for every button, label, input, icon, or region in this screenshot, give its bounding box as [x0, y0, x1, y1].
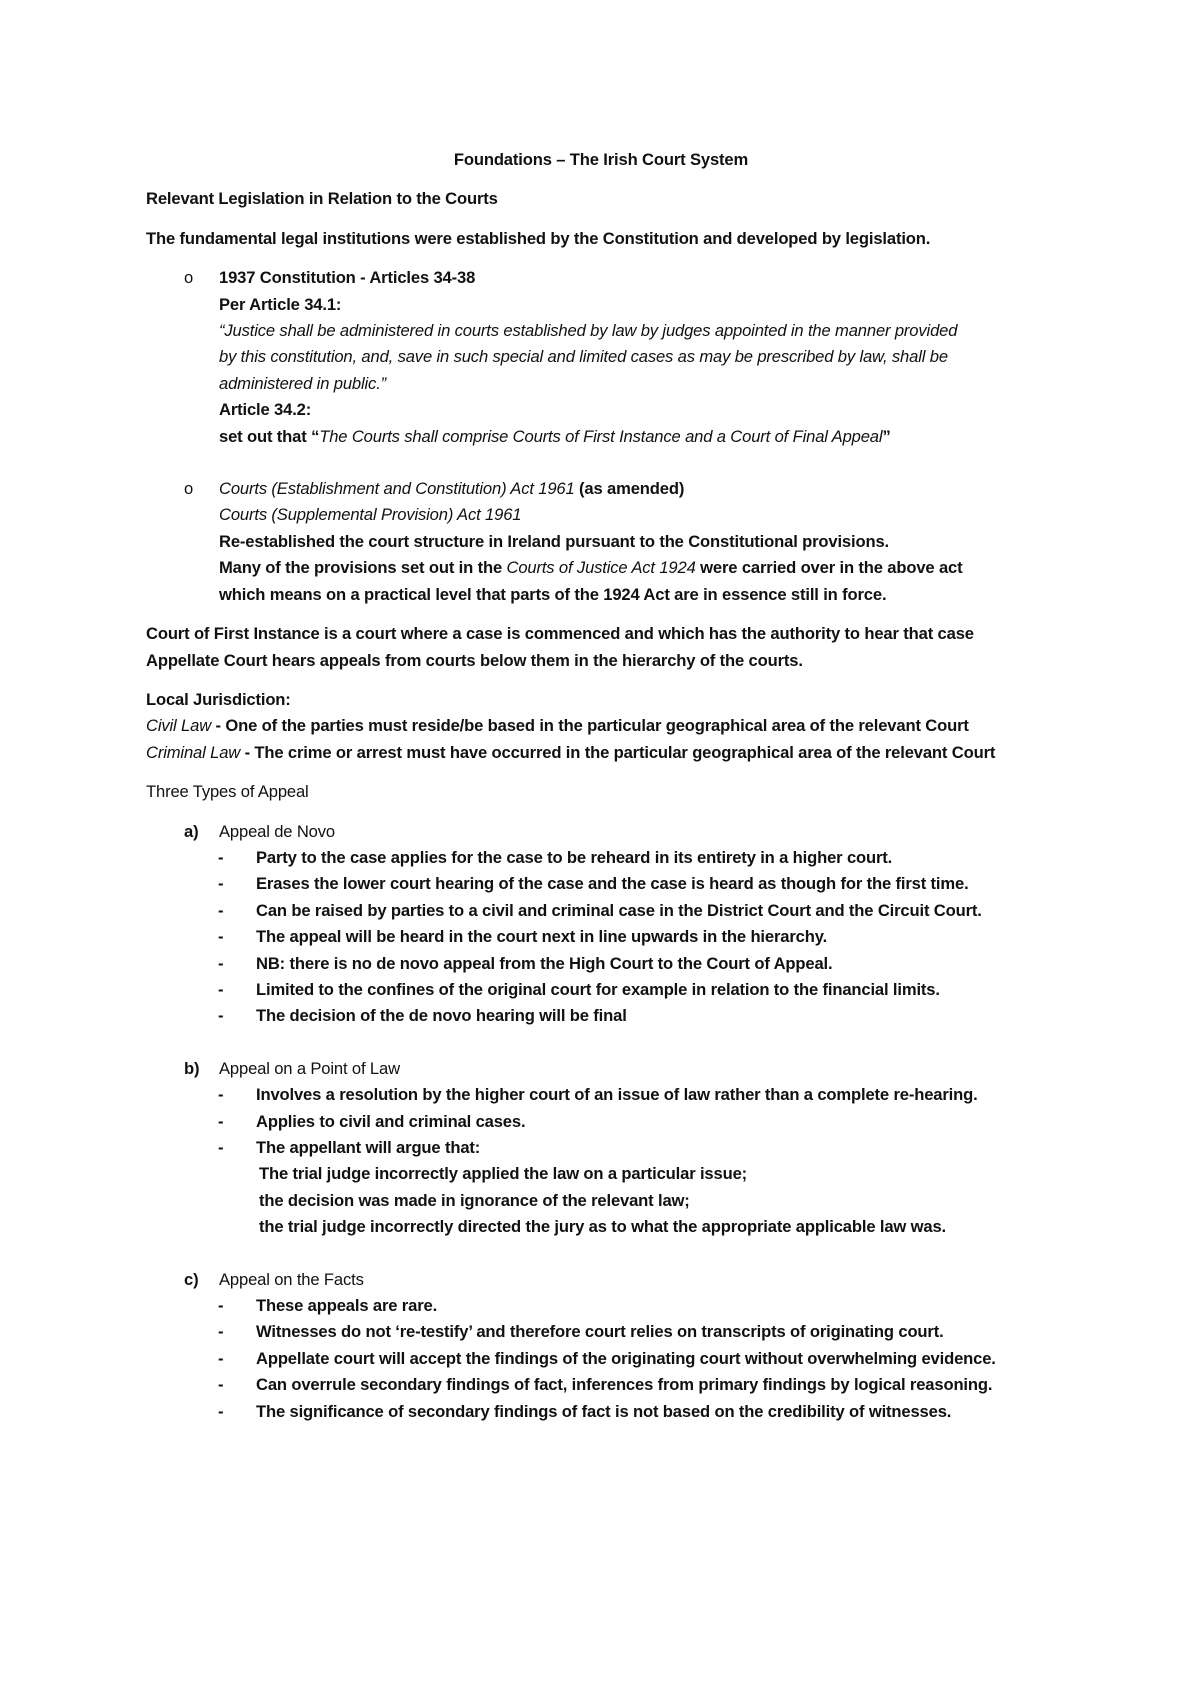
list-label: b)	[184, 1058, 200, 1078]
local-jurisdiction-heading: Local Jurisdiction:	[146, 689, 291, 709]
first-instance-definition: Court of First Instance is a court where a case is commenced and which has the authority to hear that case	[146, 624, 974, 644]
practical-level-line: which means on a practical level that parts of the 1924 Act are in essence still in force.	[219, 584, 887, 604]
list-item: - Limited to the confines of the original court for example in relation to the financial limits.	[218, 979, 940, 999]
list-label: a)	[184, 821, 199, 841]
list-item: - Applies to civil and criminal cases.	[218, 1111, 526, 1131]
document-title: Foundations – The Irish Court System	[453, 150, 749, 169]
article-34-2-text: set out that “The Courts shall comprise Courts of First Instance and a Court of Final Appeal”	[219, 426, 891, 446]
article-34-1-quote-line: “Justice shall be administered in courts established by law by judges appointed in the manner provided	[219, 321, 958, 341]
list-item: - Erases the lower court hearing of the case and the case is heard as though for the first time.	[218, 874, 969, 894]
intro-paragraph: The fundamental legal institutions were established by the Constitution and developed by legislation.	[146, 228, 931, 248]
appeal-on-facts-list	[146, 1293, 1080, 1425]
act-1961-line: Courts (Establishment and Constitution) Act 1961 (as amended)	[219, 479, 685, 499]
article-34-1-quote-line: administered in public.”	[219, 373, 387, 393]
appeal-de-novo-list	[146, 845, 1080, 1030]
list-item: - The appeal will be heard in the court next in line upwards in the hierarchy.	[218, 927, 828, 947]
list-item: - These appeals are rare.	[218, 1296, 438, 1316]
appeal-de-novo-title: Appeal de Novo	[219, 821, 335, 841]
list-item: - Can overrule secondary findings of fact, inferences from primary findings by logical reasoning.	[218, 1375, 993, 1395]
sub-list-item: The trial judge incorrectly applied the law on a particular issue;	[259, 1164, 748, 1184]
sub-list-item: the decision was made in ignorance of the relevant law;	[259, 1190, 690, 1210]
article-34-1-quote-line: by this constitution, and, save in such special and limited cases as may be prescribed by law, shall be	[219, 347, 948, 367]
appeal-point-of-law-section	[146, 1056, 1080, 1082]
article-34-1-label: Per Article 34.1:	[219, 294, 342, 314]
article-34-2-label: Article 34.2:	[219, 400, 312, 420]
bullet-courts-acts	[146, 476, 1080, 608]
provisions-line: Many of the provisions set out in the Courts of Justice Act 1924 were carried over in the above act	[219, 558, 963, 578]
list-item: - The appellant will argue that:	[218, 1138, 481, 1157]
appeal-on-facts-title: Appeal on the Facts	[219, 1269, 364, 1289]
constitution-articles: 1937 Constitution - Articles 34-38	[219, 268, 476, 288]
list-item: - NB: there is no de novo appeal from the High Court to the Court of Appeal.	[218, 953, 833, 973]
list-item: - Can be raised by parties to a civil and criminal case in the District Court and the Circuit Court.	[218, 900, 982, 920]
list-item: - Appellate court will accept the findings of the originating court without overwhelming evidence.	[218, 1348, 996, 1368]
re-established-line: Re-established the court structure in Ireland pursuant to the Constitutional provisions.	[219, 531, 889, 551]
bullet-marker: o	[184, 479, 194, 499]
bullet-marker: o	[184, 268, 194, 288]
appellate-definition: Appellate Court hears appeals from courts below them in the hierarchy of the courts.	[146, 650, 803, 670]
list-item: - The significance of secondary findings of fact is not based on the credibility of witnesses.	[218, 1401, 952, 1421]
supplemental-act-line: Courts (Supplemental Provision) Act 1961	[219, 505, 522, 525]
appeal-on-facts-section	[146, 1267, 1080, 1293]
bullet-constitution	[146, 265, 1080, 450]
list-item: - The decision of the de novo hearing will be final	[218, 1006, 627, 1026]
civil-law-line: Civil Law - One of the parties must reside/be based in the particular geographical area of the relevant Court	[146, 716, 969, 736]
criminal-law-line: Criminal Law - The crime or arrest must have occurred in the particular geographical area of the relevant Court	[146, 742, 996, 762]
list-label: c)	[184, 1269, 199, 1289]
sub-list-item: the trial judge incorrectly directed the jury as to what the appropriate applicable law was.	[259, 1217, 947, 1237]
list-item: - Involves a resolution by the higher court of an issue of law rather than a complete re-hearing.	[218, 1085, 978, 1105]
appeal-point-of-law-list	[146, 1082, 1080, 1240]
list-item: - Witnesses do not ‘re-testify’ and therefore court relies on transcripts of originating court.	[218, 1322, 944, 1342]
appeal-point-of-law-title: Appeal on a Point of Law	[219, 1058, 400, 1078]
list-item: - Party to the case applies for the case to be reheard in its entirety in a higher court.	[218, 847, 893, 867]
section-heading-legislation: Relevant Legislation in Relation to the Courts	[146, 189, 498, 209]
appeal-de-novo-section	[146, 819, 1080, 845]
appeal-types-heading: Three Types of Appeal	[146, 782, 309, 802]
